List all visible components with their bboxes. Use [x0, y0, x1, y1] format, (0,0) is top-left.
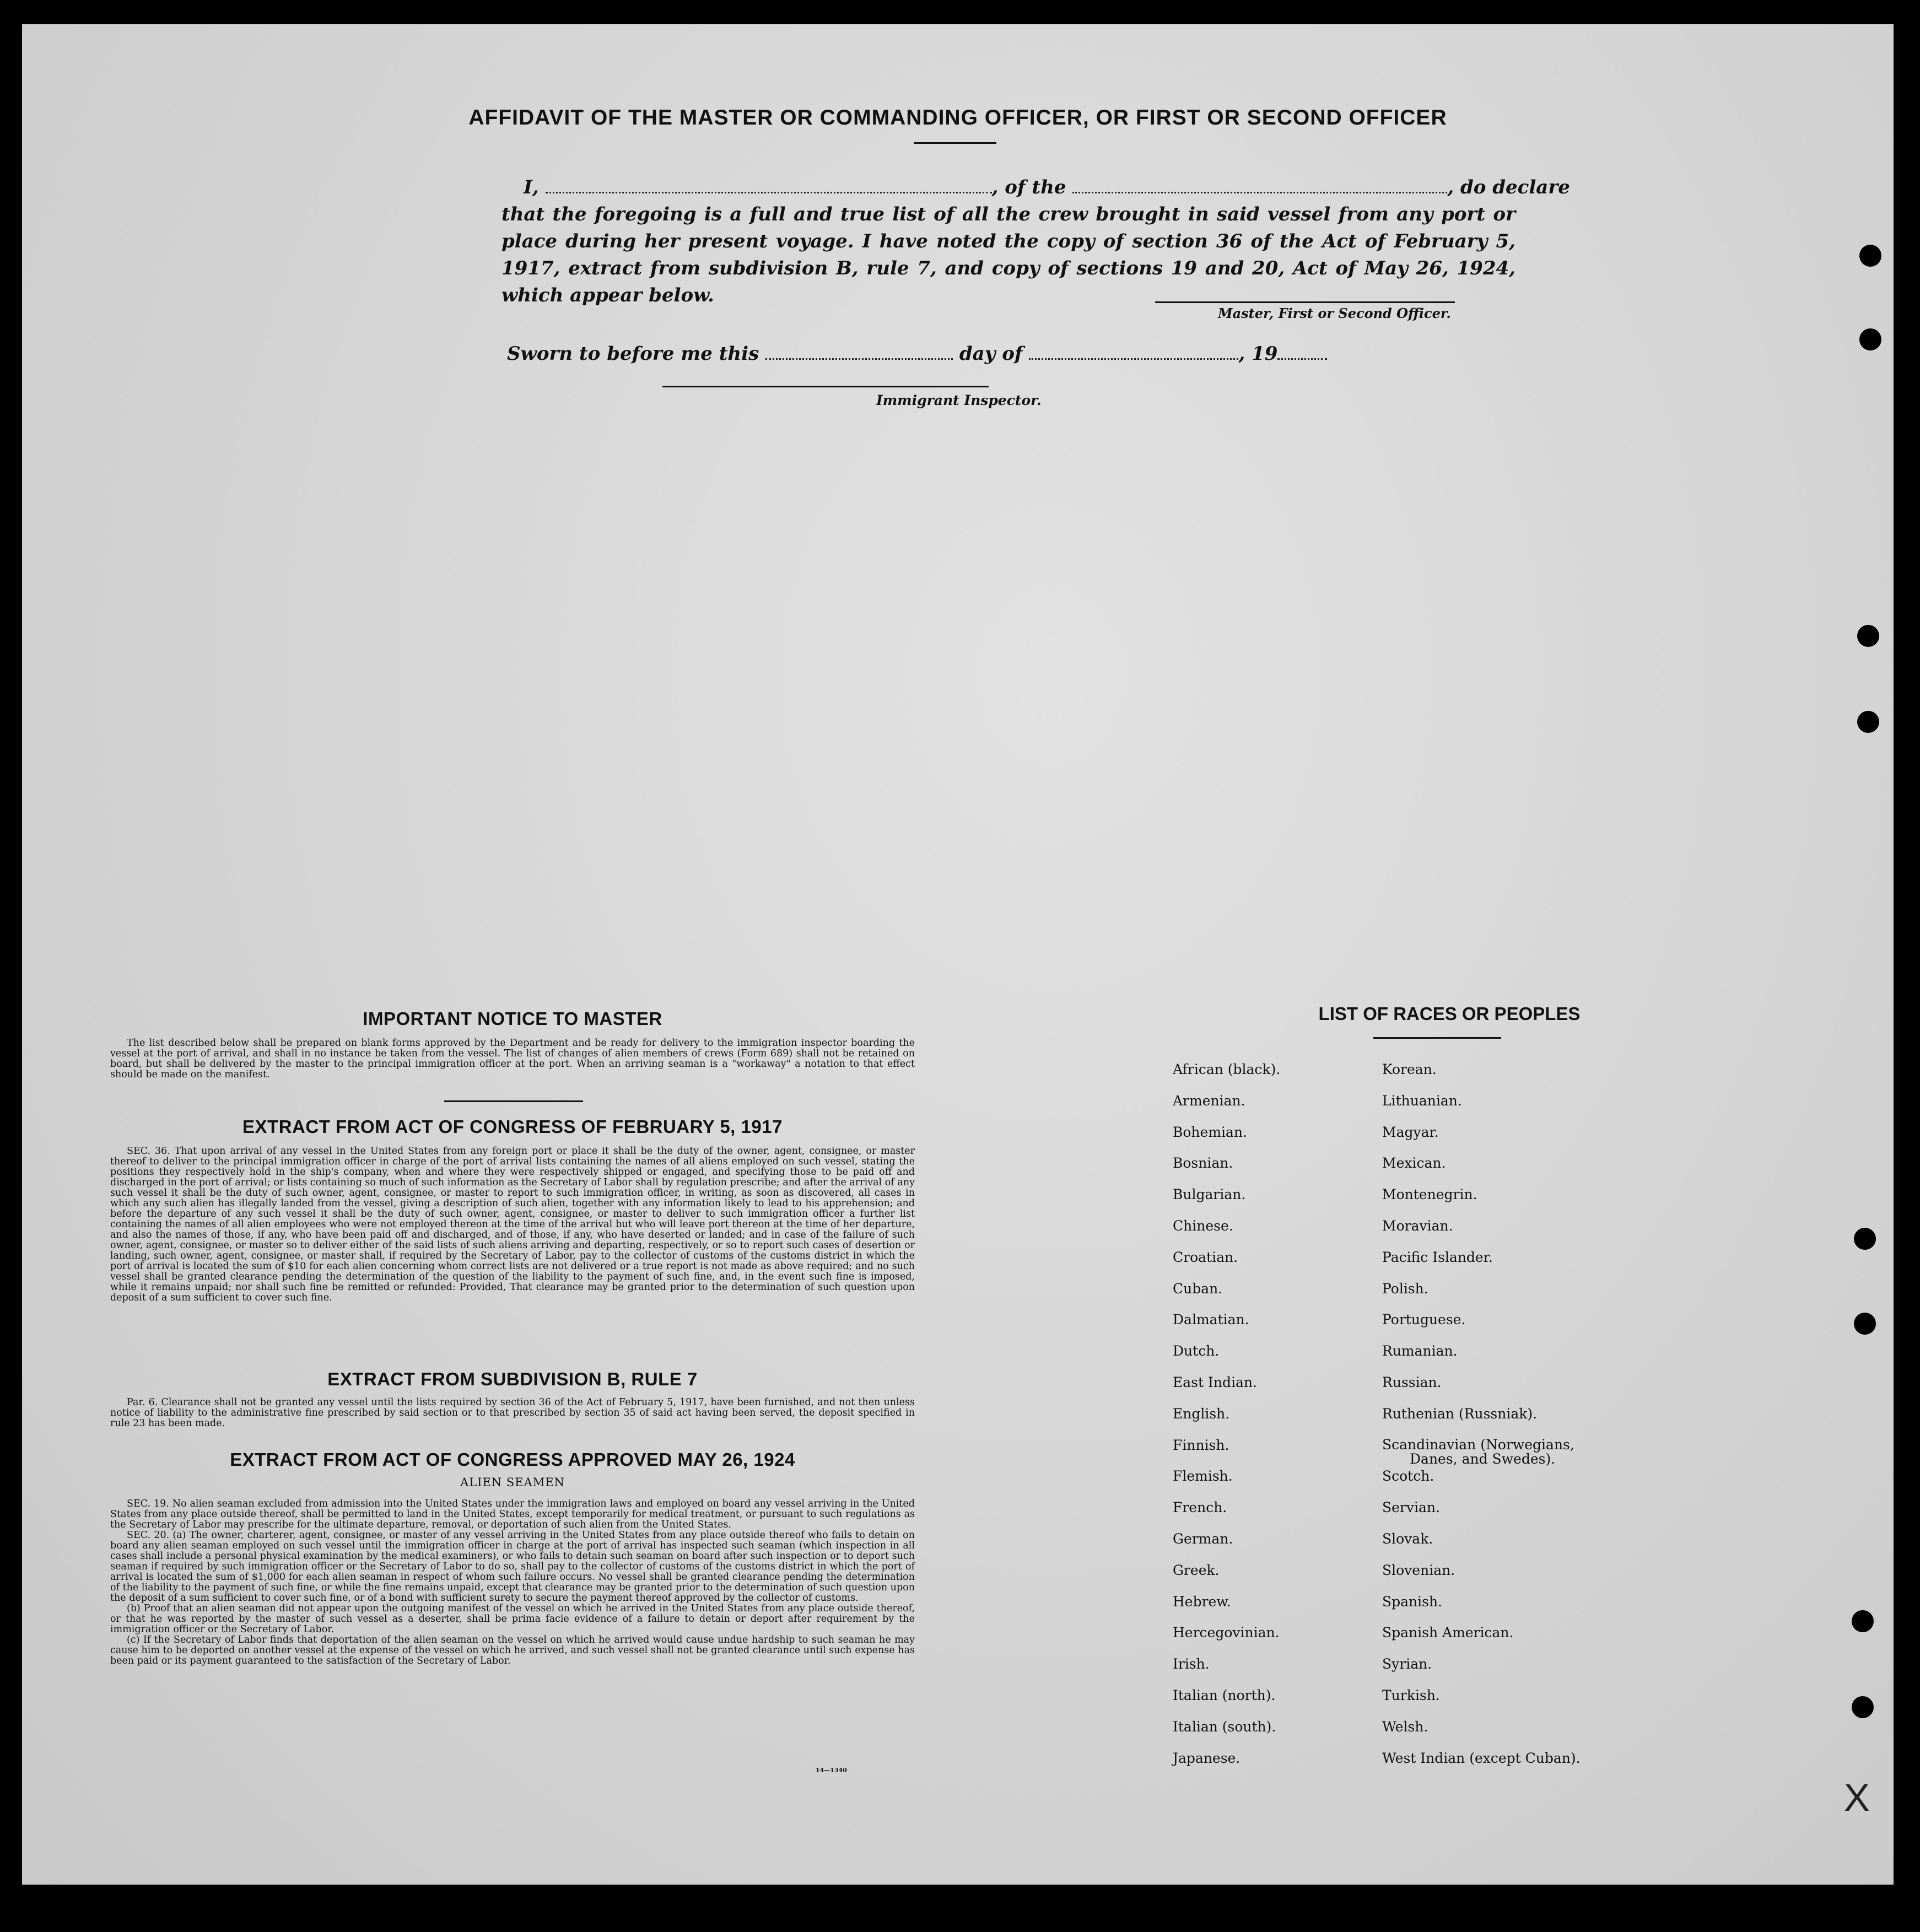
declare-suffix: , do declare: [1447, 176, 1570, 198]
binder-hole: [1854, 1313, 1876, 1335]
race-item-scandinavian: [1382, 1438, 1581, 1469]
race-item: Cuban.: [1173, 1280, 1223, 1297]
race-item: Magyar.: [1382, 1124, 1439, 1140]
affidavit-body: that the foregoing is a full and true list of all the crew brought in said vessel from any port or place during her present voyage. I have noted the copy of section 36 of the Act of February 5, 1917, extract from subdivision B, rule 7, and copy of sections 19 and 20, Act of May 26, 1924, which appear below.: [501, 203, 1515, 306]
race-item: Syrian.: [1382, 1656, 1432, 1672]
binder-hole: [1857, 625, 1879, 647]
race-item: Slovenian.: [1382, 1562, 1455, 1578]
race-item: Scandinavian (Norwegians,: [1382, 1436, 1574, 1453]
race-item: Irish.: [1173, 1656, 1210, 1672]
race-item: Japanese.: [1173, 1750, 1241, 1766]
vessel-name-field[interactable]: [1072, 192, 1447, 193]
race-item: Hebrew.: [1173, 1593, 1231, 1610]
race-item: East Indian.: [1173, 1374, 1257, 1390]
sworn-day-field[interactable]: [765, 358, 953, 360]
notice-title: IMPORTANT NOTICE TO MASTER: [363, 1008, 662, 1029]
affidavit-paragraph: [501, 174, 1570, 309]
notice-paragraph: The list described below shall be prepared on blank forms approved by the Department and be ready for delivery to the immigration inspector boarding the vessel at the port of arrival, and shall in no instance be taken from the vessel. The list of changes of alien members of crews (Form 689) shall not be retained on board, but shall be delivered by the master to the principal immigration officer at the port. When an arriving seaman is a "workaway" a notation to that effect should be made on the manifest.: [110, 1038, 915, 1080]
race-item: Armenian.: [1173, 1092, 1245, 1109]
race-item: Korean.: [1382, 1061, 1437, 1077]
races-right-column: [1382, 1062, 1581, 1782]
races-left-column: [1173, 1062, 1280, 1782]
race-item: Montenegrin.: [1382, 1186, 1477, 1203]
race-item: Hercegovinian.: [1173, 1625, 1280, 1641]
rule7-title: EXTRACT FROM SUBDIVISION B, RULE 7: [327, 1369, 698, 1389]
race-item: Slovak.: [1382, 1530, 1433, 1547]
race-item: Bohemian.: [1173, 1124, 1247, 1140]
race-item: Scotch.: [1382, 1468, 1434, 1485]
race-item: African (black).: [1173, 1061, 1281, 1077]
race-item: Spanish.: [1382, 1593, 1443, 1610]
race-item: Moravian.: [1382, 1217, 1453, 1234]
race-item: Servian.: [1382, 1499, 1440, 1516]
sec19-paragraph: SEC. 19. No alien seaman excluded from admission into the United States under the immigration laws and employed on board any vessel arriving in the United States from any place outside thereof, shall be permitted to land in the United States, except temporarily for medical treatment, or pursuant to such regulations as the Secretary of Labor may prescribe for the ultimate departure, removal, or deportation of such alien from the United States.: [110, 1498, 915, 1530]
race-item: French.: [1173, 1499, 1227, 1516]
sec20a-paragraph: SEC. 20. (a) The owner, charterer, agent, consignee, or master of any vessel arriving in the United States from any place outside thereof who fails to detain on board any alien seaman employed on such vessel until the immigration officer in charge at the port of arrival has inspected such seaman (which inspection in all cases shall include a personal physical examination by the medical examiners), or who fails to detain such seaman on board after such inspection or to deport such seaman if required by such immigration officer or the Secretary of Labor to do so, shall pay to the collector of customs of the customs district in which the port of arrival is located the sum of $1,000 for each alien seaman in respect of whom such failure occurs. No vessel shall be granted clearance pending the determination of the liability to the payment of such fine, or while the fine remains unpaid, except that clearance may be granted prior to the determination of such question upon the deposit of a sum sufficient to cover such fine, or of a bond with sufficient surety to secure the payment thereof approved by the collector of customs.: [110, 1530, 915, 1604]
binder-hole: [1857, 711, 1879, 733]
race-item: Dalmatian.: [1173, 1312, 1249, 1328]
sec20c-paragraph: (c) If the Secretary of Labor finds that deportation of the alien seaman on the vessel on which he arrived would cause undue hardship to such seaman he may cause him to be deported on another vessel at the expense of the vessel on which he arrived, and such vessel shall not be granted clearance until such expense has been paid or its payment guaranteed to the satisfaction of the Secretary of Labor.: [110, 1634, 915, 1666]
binder-hole: [1859, 328, 1881, 350]
race-item: Turkish.: [1382, 1687, 1440, 1703]
notice-body: [110, 1038, 915, 1080]
race-item: Croatian.: [1173, 1249, 1238, 1265]
extract-1917-title: EXTRACT FROM ACT OF CONGRESS OF FEBRUARY 5, 1917: [242, 1116, 783, 1137]
rule7-body: [110, 1397, 915, 1429]
race-item: Welsh.: [1382, 1718, 1428, 1735]
binder-hole: [1852, 1610, 1874, 1632]
master-signature-line[interactable]: [1155, 301, 1455, 303]
binder-hole: [1852, 1696, 1874, 1718]
race-item: Greek.: [1173, 1562, 1220, 1578]
race-item: Finnish.: [1173, 1437, 1229, 1453]
race-item-continuation: Danes, and Swedes).: [1410, 1450, 1556, 1467]
document-page: [22, 24, 1894, 1885]
races-title: LIST OF RACES OR PEOPLES: [1318, 1003, 1581, 1024]
declaration-line: [501, 174, 1570, 201]
extract-1917-body: [110, 1146, 915, 1303]
notice-divider: [444, 1100, 583, 1102]
race-item: German.: [1173, 1530, 1233, 1547]
race-item: Dutch.: [1173, 1343, 1220, 1359]
race-item: Pacific Islander.: [1382, 1249, 1493, 1265]
sec36-paragraph: SEC. 36. That upon arrival of any vessel in the United States from any foreign port or place it shall be the duty of the owner, agent, consignee, or master thereof to deliver to the principal immigration officer in charge of the port of arrival lists containing the names of all aliens employed on such vessel, stating the positions they respectively hold in the ship's company, when and where they were respectively shipped or engaged, and specifying those to be paid off and discharged in the port of arrival; or lists containing so much of such information as the Secretary of Labor shall by regulation prescribe; and after the arrival of any such vessel it shall be the duty of such owner, agent, consignee, or master to report to such immigration officer, in writing, as soon as discovered, all cases in which any such alien has illegally landed from the vessel, giving a description of such alien, together with any information likely to lead to his apprehension; and before the departure of any such vessel it shall be the duty of such owner, agent, consignee, or master to deliver to such immigration officer a further list containing the names of all alien employees who were not employed thereon at the time of the arrival but who will leave port thereon at the time of her departure, and also the names of those, if any, who have been paid off and discharged, and of those, if any, who have deserted or landed; and in case of the failure of such owner, agent, consignee, or master so to deliver either of the said lists of such aliens arriving and departing, respectively, or so to report such cases of desertion or landing, such owner, agent, consignee, or master shall, if required by the Secretary of Labor, pay to the collector of customs of the customs district in which the port of arrival is located the sum of $10 for each alien concerning whom correct lists are not delivered or a true report is not made as above required; and no such vessel shall be granted clearance pending the determination of the question of the liability to the payment of such fine, and, in the event such fine is imposed, while it remains unpaid; nor shall such fine be remitted or refunded: Provided, That clearance may be granted prior to the determination of such question upon deposit of a sum sufficient to cover such fine.: [110, 1146, 915, 1303]
extract-1924-body: [110, 1499, 915, 1666]
binder-hole: [1859, 245, 1881, 267]
sworn-line: [507, 343, 1327, 365]
declarant-prefix: I,: [524, 176, 539, 198]
sworn-prefix: Sworn to before me this: [507, 343, 759, 365]
race-item: English.: [1173, 1405, 1230, 1422]
race-item: Portuguese.: [1382, 1312, 1466, 1328]
race-item: Italian (north).: [1173, 1687, 1276, 1703]
rule7-paragraph: Par. 6. Clearance shall not be granted any vessel until the lists required by section 36 of the Act of February 5, 1917, have been furnished, and not then unless notice of liability to the administrative fine prescribed by said section or to that prescribed by section 35 of said act having been served, the deposit specified in rule 23 has been made.: [110, 1397, 915, 1429]
race-item: West Indian (except Cuban).: [1382, 1750, 1581, 1766]
race-item: Mexican.: [1382, 1155, 1446, 1172]
form-number: 14—1340: [816, 1767, 847, 1774]
sworn-day-of: day of: [959, 343, 1023, 365]
extract-1924-title: EXTRACT FROM ACT OF CONGRESS APPROVED MAY 26, 1924: [230, 1449, 795, 1470]
race-item: Bosnian.: [1173, 1155, 1233, 1172]
race-item: Spanish American.: [1382, 1625, 1514, 1641]
race-item: Polish.: [1382, 1280, 1428, 1297]
binder-hole: [1854, 1228, 1876, 1250]
race-item: Rumanian.: [1382, 1343, 1458, 1359]
races-divider: [1373, 1037, 1501, 1039]
race-item: Italian (south).: [1173, 1718, 1276, 1735]
race-item: Lithuanian.: [1382, 1092, 1462, 1109]
race-item: Flemish.: [1173, 1468, 1233, 1485]
sworn-year-field[interactable]: [1277, 358, 1327, 360]
race-item: Russian.: [1382, 1374, 1442, 1390]
sec20b-paragraph: (b) Proof that an alien seaman did not appear upon the outgoing manifest of the vessel on which he arrived in the United States from any place outside thereof, or that he was reported by the master of such vessel as a deserter, shall be prima facie evidence of a failure to detain or deport after requirement by the immigration officer or the Secretary of Labor.: [110, 1603, 915, 1635]
vessel-prefix: , of the: [991, 176, 1066, 198]
alien-seamen-subtitle: ALIEN SEAMEN: [460, 1476, 565, 1489]
race-item: Ruthenian (Russniak).: [1382, 1405, 1538, 1422]
race-item: Chinese.: [1173, 1217, 1233, 1234]
title-divider: [914, 142, 996, 144]
sworn-month-field[interactable]: [1029, 358, 1238, 360]
master-signature-label: Master, First or Second Officer.: [1218, 305, 1451, 321]
declarant-name-field[interactable]: [546, 192, 992, 193]
margin-handwritten-mark: X: [1844, 1776, 1870, 1819]
sworn-year-prefix: , 19: [1238, 343, 1278, 365]
inspector-label: Immigrant Inspector.: [876, 392, 1042, 408]
race-item: Bulgarian.: [1173, 1186, 1246, 1203]
affidavit-title: AFFIDAVIT OF THE MASTER OR COMMANDING OFFICER, OR FIRST OR SECOND OFFICER: [468, 106, 1447, 129]
inspector-signature-line[interactable]: [662, 386, 989, 387]
